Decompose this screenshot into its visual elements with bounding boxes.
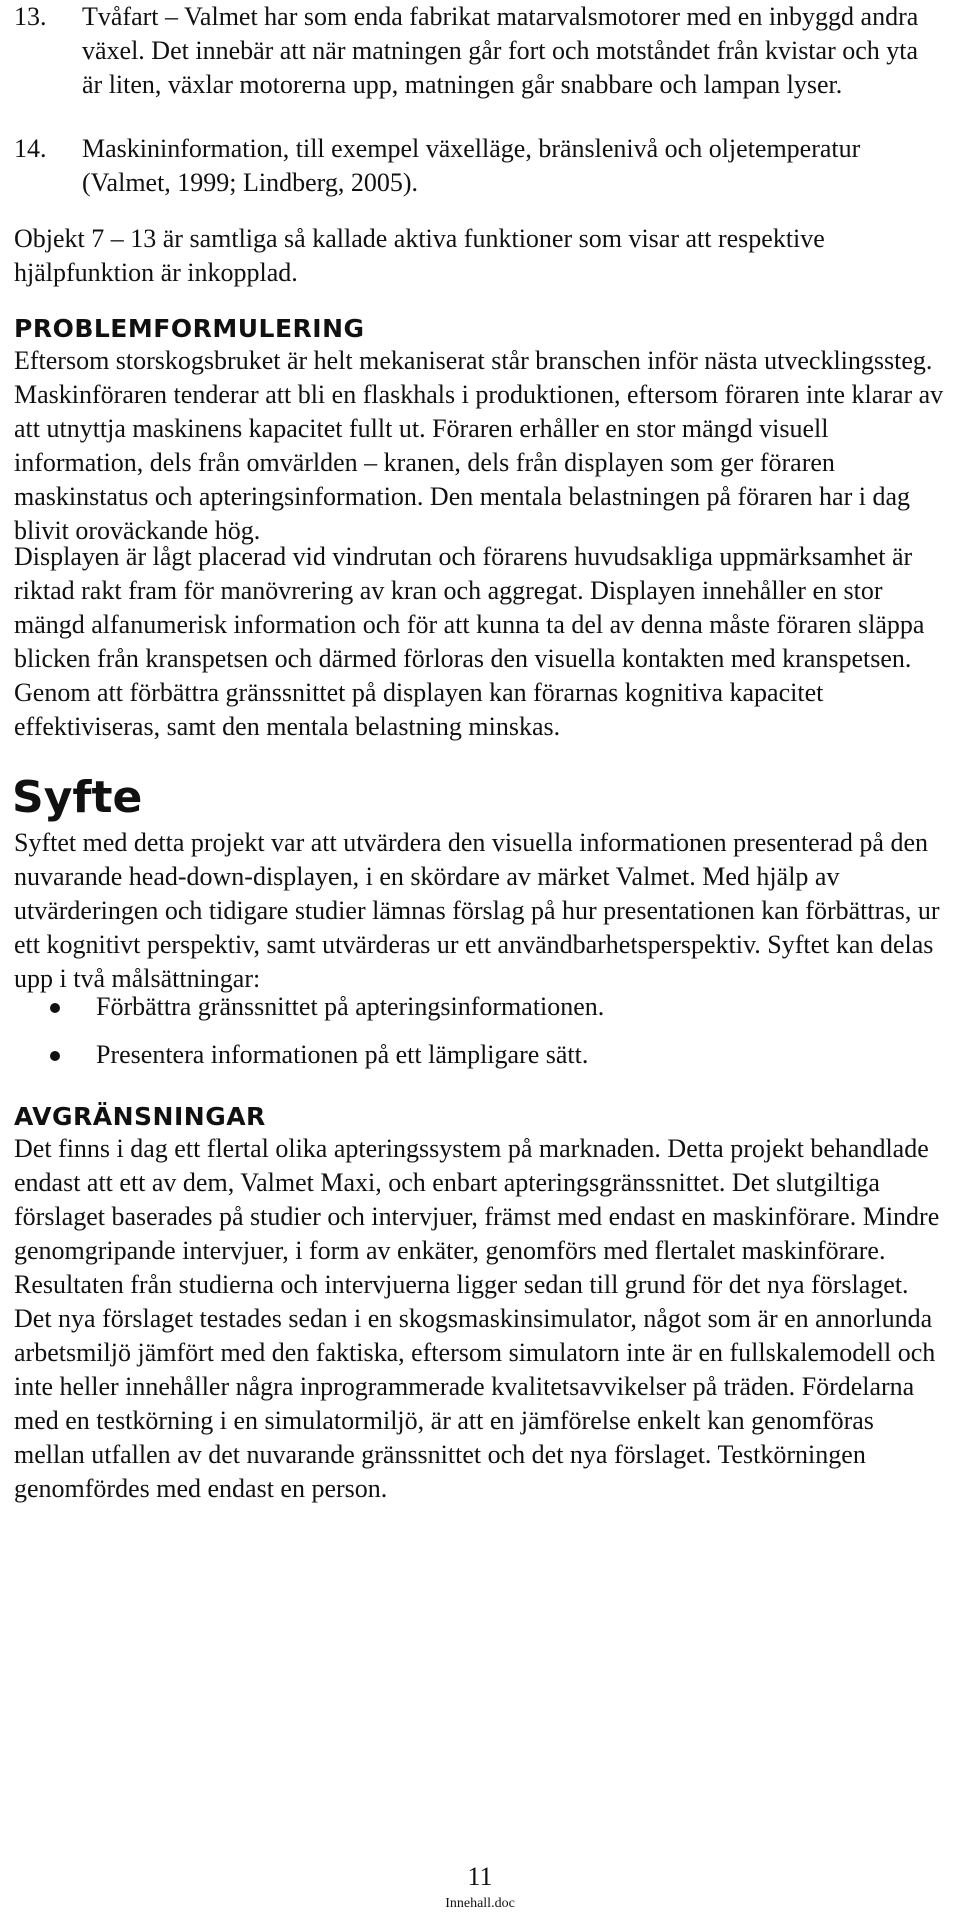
bullet-item: Förbättra gränssnittet på apteringsinformationen. — [96, 992, 605, 1021]
list-number: 13. — [14, 2, 47, 31]
bullet-icon — [50, 1051, 60, 1061]
bullet-icon — [50, 1003, 60, 1013]
avgransningar-paragraph: Det finns i dag ett flertal olika apteringssystem på marknaden. Detta projekt behandlade endast att ett av dem, Valmet Maxi, och enbart apteringsgränssnittet. Det slutgiltiga förslaget baserades på studier och intervjuer, främst med endast en maskinförare. Mindre genomgripande intervjuer, i form av enkäter, genomförs med flertalet maskinförare. Resultaten från studierna och intervjuerna ligger sedan till grund för det nya förslaget. Det nya förslaget testades sedan i en skogsmaskinsimulator, något som är en annorlunda arbetsmiljö jämfört med den faktiska, eftersom simulatorn inte är en fullskalemodell och inte heller innehåller några inprogrammerade kvalitetsavvikelser på träden. Fördelarna med en testkörning i en simulatormiljö, är att en jämförelse enkelt kan genomföras mellan utfallen av det nuvarande gränssnittet och det nya förslaget. Testkörningen genomfördes med endast en person. — [14, 1134, 940, 1503]
intro-paragraph: Objekt 7 – 13 är samtliga så kallade aktiva funktioner som visar att respektive hjälpfunktion är inkopplad. — [14, 224, 825, 287]
list-item-text: Tvåfart – Valmet har som enda fabrikat matarvalsmotorer med en inbyggd andra växel. Det innebär att när matningen går fort och motståndet från kvistar och yta är liten, växlar motorerna upp, matningen går snabbare och lampan lyser. — [82, 2, 919, 99]
heading-syfte: Syfte — [12, 772, 143, 823]
problem-paragraph-1: Eftersom storskogsbruket är helt mekaniserat står branschen inför nästa utvecklingssteg. Maskinföraren tenderar att bli en flaskhals i produktionen, eftersom föraren inte klarar av att utnyttja maskinens kapacitet fullt ut. Föraren erhåller en stor mängd visuell information, dels från omvärlden – kranen, dels från displayen som ger föraren maskinstatus och apteringsinformation. Den mentala belastningen på föraren har i dag blivit oroväckande hög. — [14, 346, 944, 545]
heading-problemformulering: PROBLEMFORMULERING — [14, 314, 365, 343]
list-item-13 — [14, 0, 932, 102]
bullet-item: Presentera informationen på ett lämpligare sätt. — [96, 1040, 589, 1069]
footer-filename: Innehall.doc — [445, 1896, 515, 1911]
list-item-text: Maskininformation, till exempel växelläge, bränslenivå och oljetemperatur (Valmet, 1999; Lindberg, 2005). — [82, 134, 861, 197]
heading-avgransningar: AVGRÄNSNINGAR — [14, 1102, 266, 1131]
list-item-14 — [14, 132, 932, 200]
syfte-paragraph: Syftet med detta projekt var att utvärdera den visuella informationen presenterad på den nuvarande head-down-displayen, i en skördare av märket Valmet. Med hjälp av utvärderingen och tidigare studier lämnas förslag på hur presentationen kan förbättras, ur ett kognitivt perspektiv, samt utvärderas ur ett användbarhetsperspektiv. Syftet kan delas upp i två målsättningar: — [14, 828, 940, 993]
list-number: 14. — [14, 134, 47, 163]
problem-paragraph-2: Displayen är lågt placerad vid vindrutan och förarens huvudsakliga uppmärksamhet är riktad rakt fram för manövrering av kran och aggregat. Displayen innehåller en stor mängd alfanumerisk information och för att kunna ta del av denna måste föraren släppa blicken från kranspetsen och därmed förloras den visuella kontakten med kranspetsen. Genom att förbättra gränssnittet på displayen kan förarnas kognitiva kapacitet effektiviseras, samt den mentala belastning minskas. — [14, 542, 925, 741]
page-number: 11 — [467, 1862, 493, 1891]
